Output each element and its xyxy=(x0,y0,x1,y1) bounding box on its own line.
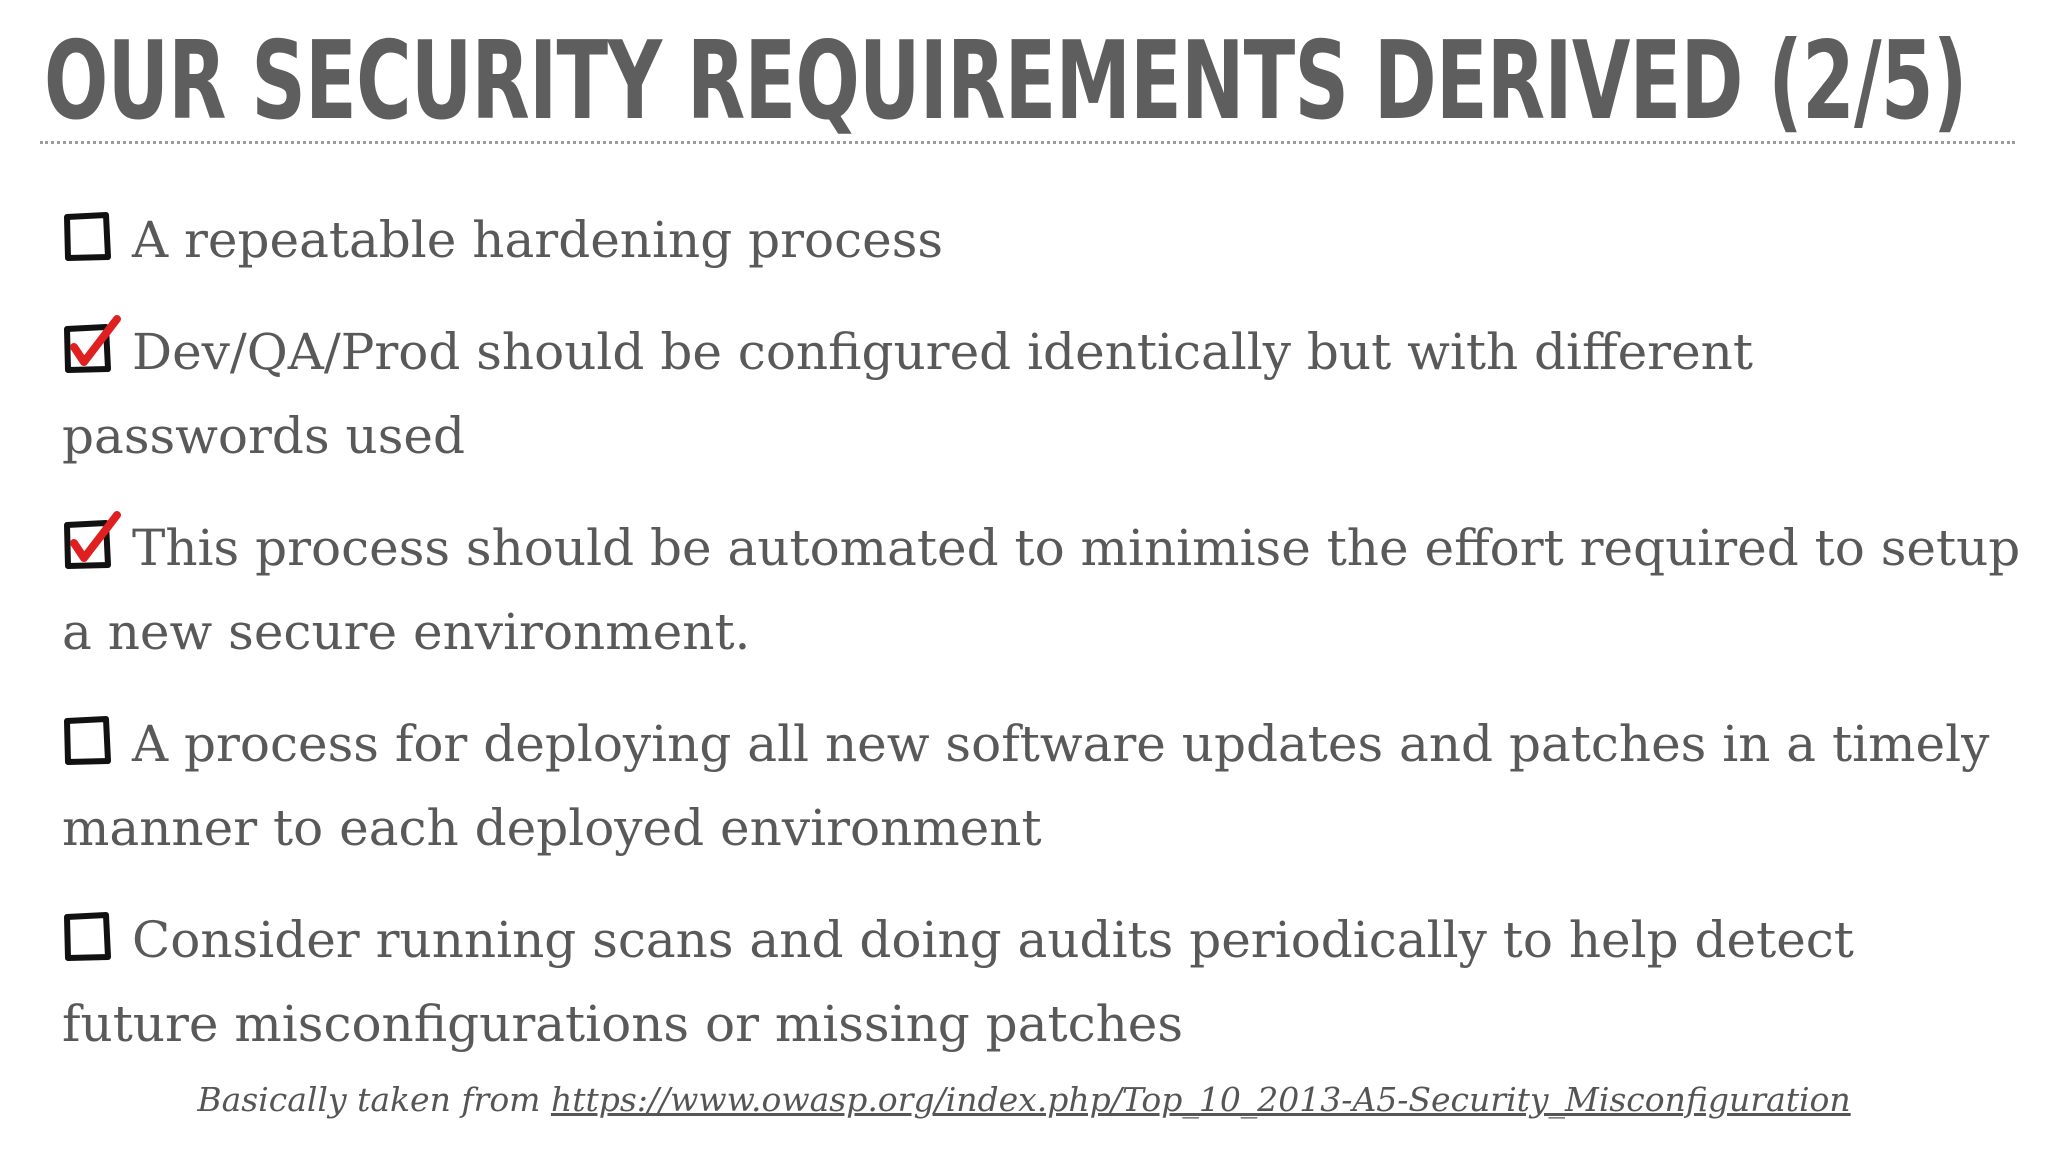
list-item xyxy=(62,198,2022,282)
source-footer xyxy=(0,1078,2048,1122)
checkbox-checked-icon xyxy=(62,323,120,375)
requirements-list xyxy=(62,198,2022,1094)
list-item xyxy=(62,506,2022,674)
item-text: Consider running scans and doing audits periodically to help detect future misconfigurations or missing patches xyxy=(62,911,1854,1053)
slide-title: OUR SECURITY REQUIREMENTS DERIVED (2/5) xyxy=(44,19,1967,144)
item-text: A process for deploying all new software updates and patches in a timely manner to each deployed environment xyxy=(62,715,1990,857)
checkbox-empty-icon xyxy=(62,911,120,963)
item-text: A repeatable hardening process xyxy=(132,211,944,269)
item-text: This process should be automated to minimise the effort required to setup a new secure environment. xyxy=(62,519,2021,661)
item-text: Dev/QA/Prod should be configured identically but with different passwords used xyxy=(62,323,1753,465)
checkbox-checked-icon xyxy=(62,519,120,571)
list-item xyxy=(62,898,2022,1066)
list-item xyxy=(62,702,2022,870)
footer-prefix: Basically taken from xyxy=(197,1080,551,1119)
owasp-source-link[interactable]: https://www.owasp.org/index.php/Top_10_2013-A5-Security_Misconfiguration xyxy=(550,1080,1851,1119)
title-divider xyxy=(40,141,2015,144)
checkbox-empty-icon xyxy=(62,211,120,263)
list-item xyxy=(62,310,2022,478)
checkbox-empty-icon xyxy=(62,715,120,767)
